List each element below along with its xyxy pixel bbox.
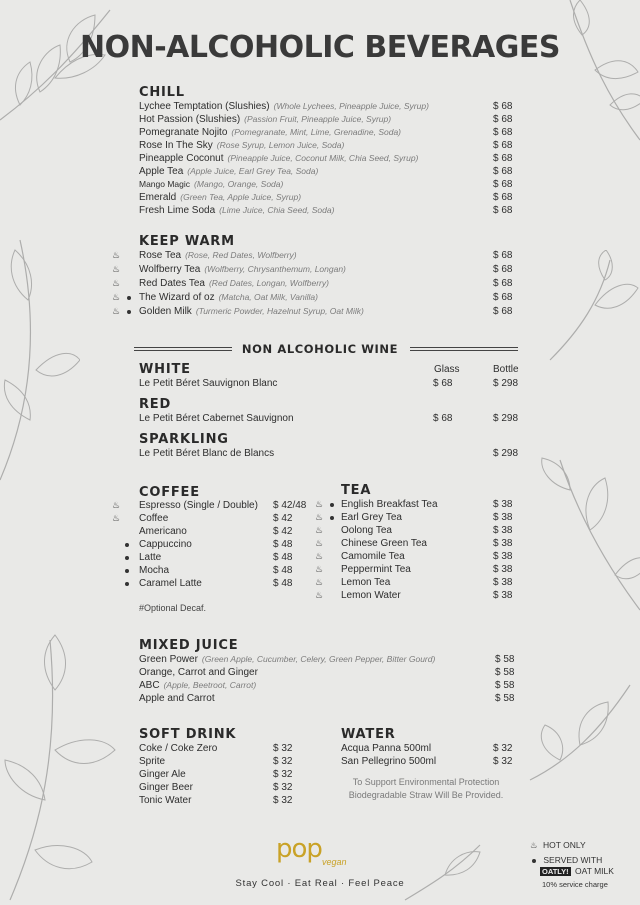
item-description: (Green Tea, Apple Juice, Syrup) (180, 192, 302, 202)
logo-subtitle: vegan (322, 857, 347, 867)
list-item (139, 305, 364, 318)
item-description: (Rose, Red Dates, Wolfberry) (185, 250, 297, 260)
list-item (139, 178, 283, 191)
item-description: (Pineapple Juice, Coconut Milk, Chia Seed, Syrup) (227, 153, 419, 163)
item-price: $ 58 (495, 667, 515, 678)
item-price: $ 32 (273, 756, 293, 767)
white-heading: WHITE (139, 362, 191, 377)
item-price: $ 68 (493, 264, 513, 275)
item-price: $ 38 (493, 538, 513, 549)
list-item: Apple and Carrot (139, 693, 215, 704)
leaf-decoration-right-mid (540, 250, 640, 370)
item-description: (Turmeric Powder, Hazelnut Syrup, Oat Milk) (195, 306, 364, 316)
item-price: $ 38 (493, 590, 513, 601)
hot-only-icon: ♨ (315, 538, 324, 548)
list-item: Lemon Tea (341, 577, 391, 588)
list-item: Espresso (Single / Double) (139, 500, 258, 511)
soft-drink-heading: SOFT DRINK (139, 727, 237, 742)
hot-only-icon: ♨ (530, 840, 538, 850)
item-price: $ 32 (273, 769, 293, 780)
oat-milk-dot-icon (532, 859, 536, 863)
list-item: Peppermint Tea (341, 564, 411, 575)
wine-glass-price: $ 68 (433, 413, 453, 424)
item-price: $ 42 (273, 513, 293, 524)
legend-hot-label: HOT ONLY (543, 840, 586, 850)
legend-oat-milk: OAT MILK (575, 866, 614, 876)
item-price: $ 38 (493, 551, 513, 562)
item-description: (Lime Juice, Chia Seed, Soda) (219, 205, 335, 215)
list-item (139, 263, 346, 276)
item-name: Rose In The Sky (139, 140, 213, 151)
list-item: Oolong Tea (341, 525, 392, 536)
list-item (139, 139, 344, 152)
eco-note-line: Biodegradable Straw Will Be Provided. (348, 790, 504, 800)
list-item (139, 249, 297, 262)
list-item: Green Power (Green Apple, Cucumber, Celery, Green Pepper, Bitter Gourd) (139, 654, 436, 665)
item-price: $ 32 (273, 795, 293, 806)
item-name: Golden Milk (139, 306, 192, 317)
list-item (139, 165, 318, 178)
eco-note-line: To Support Environmental Protection (352, 777, 500, 787)
list-item: ABC (Apple, Beetroot, Carrot) (139, 680, 257, 691)
item-price: $ 68 (493, 114, 513, 125)
item-name: Apple Tea (139, 166, 184, 177)
list-item: English Breakfast Tea (341, 499, 438, 510)
item-name: Red Dates Tea (139, 278, 205, 289)
item-name: Emerald (139, 192, 177, 203)
tea-heading: TEA (341, 483, 372, 498)
list-item (139, 277, 329, 290)
leaf-decoration-top-left (0, 0, 150, 150)
item-price: $ 48 (273, 565, 293, 576)
keep-warm-heading: KEEP WARM (139, 234, 235, 249)
item-price: $ 48 (273, 552, 293, 563)
item-description: (Whole Lychees, Pineapple Juice, Syrup) (273, 101, 429, 111)
item-description: (Pomegranate, Mint, Lime, Grenadine, Soda) (231, 127, 402, 137)
oat-milk-dot-icon (125, 582, 129, 586)
service-charge: 10% service charge (542, 880, 608, 889)
decaf-note: #Optional Decaf. (139, 603, 207, 613)
hot-only-icon: ♨ (315, 564, 324, 574)
item-price: $ 58 (495, 680, 515, 691)
tagline: Stay Cool · Eat Real · Feel Peace (235, 878, 405, 889)
item-description: (Rose Syrup, Lemon Juice, Soda) (216, 140, 345, 150)
list-item: Ginger Ale (139, 769, 186, 780)
wine-glass-price: $ 68 (433, 378, 453, 389)
hot-only-icon: ♨ (112, 500, 121, 510)
list-item: Coke / Coke Zero (139, 743, 218, 754)
list-item (139, 291, 318, 304)
item-price: $ 68 (493, 306, 513, 317)
item-price: $ 68 (493, 192, 513, 203)
item-price: $ 38 (493, 564, 513, 575)
oat-milk-dot-icon (125, 543, 129, 547)
wine-bottle-price: $ 298 (493, 448, 519, 459)
list-item (139, 126, 401, 139)
mixed-juice-heading: MIXED JUICE (139, 638, 239, 653)
divider-left (134, 347, 232, 351)
leaf-decoration-left-mid (0, 230, 80, 490)
wine-item-white: Le Petit Béret Sauvignon Blanc (139, 378, 278, 389)
item-price: $ 42/48 (273, 500, 307, 511)
item-price: $ 38 (493, 499, 513, 510)
oat-milk-dot-icon (127, 296, 131, 300)
hot-only-icon: ♨ (112, 264, 121, 274)
list-item: Latte (139, 552, 162, 563)
oat-milk-dot-icon (125, 569, 129, 573)
list-item: Earl Grey Tea (341, 512, 402, 523)
hot-only-icon: ♨ (112, 513, 121, 523)
item-price: $ 68 (493, 153, 513, 164)
list-item: Acqua Panna 500ml (341, 743, 432, 754)
divider-right (410, 347, 518, 351)
item-price: $ 32 (273, 782, 293, 793)
wine-item-sparkling: Le Petit Béret Blanc de Blancs (139, 448, 275, 459)
item-name: Hot Passion (Slushies) (139, 114, 241, 125)
hot-only-icon: ♨ (112, 292, 121, 302)
item-name: The Wizard of oz (139, 292, 215, 303)
legend-oat-label: SERVED WITH (543, 855, 603, 865)
hot-only-icon: ♨ (315, 577, 324, 587)
list-item (139, 204, 334, 217)
item-price: $ 32 (273, 743, 293, 754)
item-price: $ 32 (493, 756, 513, 767)
leaf-decoration-right-lower (520, 440, 640, 620)
wine-item-red: Le Petit Béret Cabernet Sauvignon (139, 413, 294, 424)
list-item: Camomile Tea (341, 551, 405, 562)
leaf-decoration-bottom-left (0, 630, 140, 905)
list-item (139, 113, 391, 126)
item-price: $ 68 (493, 292, 513, 303)
sparkling-heading: SPARKLING (139, 432, 229, 447)
item-description: (Wolfberry, Chrysanthemum, Longan) (204, 264, 346, 274)
oat-milk-dot-icon (125, 556, 129, 560)
hot-only-icon: ♨ (315, 590, 324, 600)
bottle-column-label: Bottle (493, 364, 519, 375)
list-item (139, 152, 418, 165)
item-name: Fresh Lime Soda (139, 205, 216, 216)
item-description: (Red Dates, Longan, Wolfberry) (208, 278, 329, 288)
item-name: Pineapple Coconut (139, 153, 224, 164)
wine-bottle-price: $ 298 (493, 413, 519, 424)
item-price: $ 38 (493, 512, 513, 523)
item-name: Wolfberry Tea (139, 264, 201, 275)
oat-milk-dot-icon (127, 310, 131, 314)
item-price: $ 42 (273, 526, 293, 537)
item-name: Pomegranate Nojito (139, 127, 228, 138)
item-description: (Mango, Orange, Soda) (194, 179, 284, 189)
hot-only-icon: ♨ (315, 525, 324, 535)
eco-note (326, 776, 526, 802)
item-description: (Passion Fruit, Pineapple Juice, Syrup) (244, 114, 392, 124)
list-item: Americano (139, 526, 187, 537)
list-item (139, 191, 301, 204)
item-price: $ 68 (493, 205, 513, 216)
legend-oat-brand (540, 866, 635, 877)
legend (530, 840, 635, 889)
hot-only-icon: ♨ (112, 278, 121, 288)
item-price: $ 58 (495, 693, 515, 704)
item-price: $ 38 (493, 525, 513, 536)
leaf-decoration-bottom-center (400, 840, 490, 905)
hot-only-icon: ♨ (315, 551, 324, 561)
item-price: $ 68 (493, 278, 513, 289)
legend-oat (530, 855, 635, 866)
wine-heading: NON ALCOHOLIC WINE (241, 342, 399, 356)
oat-milk-dot-icon (330, 516, 334, 520)
chill-heading: CHILL (139, 85, 185, 100)
leaf-decoration-top-right (510, 0, 640, 150)
hot-only-icon: ♨ (112, 250, 121, 260)
hot-only-icon: ♨ (315, 512, 324, 522)
page-title: NON-ALCOHOLIC BEVERAGES (80, 30, 560, 65)
water-heading: WATER (341, 727, 396, 742)
item-price: $ 48 (273, 539, 293, 550)
red-heading: RED (139, 397, 172, 412)
legend-hot (530, 840, 635, 853)
oatly-logo: OATLY! (542, 867, 569, 876)
list-item: Sprite (139, 756, 166, 767)
item-description: (Matcha, Oat Milk, Vanilla) (218, 292, 318, 302)
item-name: Rose Tea (139, 250, 182, 261)
hot-only-icon: ♨ (112, 306, 121, 316)
item-name: Mango Magic (139, 179, 191, 189)
item-price: $ 68 (493, 179, 513, 190)
item-price: $ 32 (493, 743, 513, 754)
wine-bottle-price: $ 298 (493, 378, 519, 389)
item-price: $ 38 (493, 577, 513, 588)
coffee-heading: COFFEE (139, 485, 200, 500)
oat-milk-dot-icon (330, 503, 334, 507)
item-price: $ 68 (493, 250, 513, 261)
hot-only-icon: ♨ (315, 499, 324, 509)
item-description: (Apple Juice, Earl Grey Tea, Soda) (187, 166, 319, 176)
list-item: Coffee (139, 513, 169, 524)
glass-column-label: Glass (434, 364, 460, 375)
item-price: $ 68 (493, 127, 513, 138)
list-item: Tonic Water (139, 795, 192, 806)
list-item: Mocha (139, 565, 170, 576)
leaf-decoration-bottom-right (520, 680, 640, 790)
list-item: Chinese Green Tea (341, 538, 427, 549)
list-item: San Pellegrino 500ml (341, 756, 437, 767)
item-price: $ 68 (493, 101, 513, 112)
item-price: $ 48 (273, 578, 293, 589)
list-item (139, 100, 429, 113)
list-item: Cappuccino (139, 539, 192, 550)
pop-vegan-logo: pop (276, 834, 322, 864)
list-item: Caramel Latte (139, 578, 202, 589)
item-price: $ 68 (493, 140, 513, 151)
item-price: $ 68 (493, 166, 513, 177)
list-item: Orange, Carrot and Ginger (139, 667, 258, 678)
item-price: $ 58 (495, 654, 515, 665)
list-item: Ginger Beer (139, 782, 193, 793)
list-item: Lemon Water (341, 590, 401, 601)
item-name: Lychee Temptation (Slushies) (139, 101, 270, 112)
